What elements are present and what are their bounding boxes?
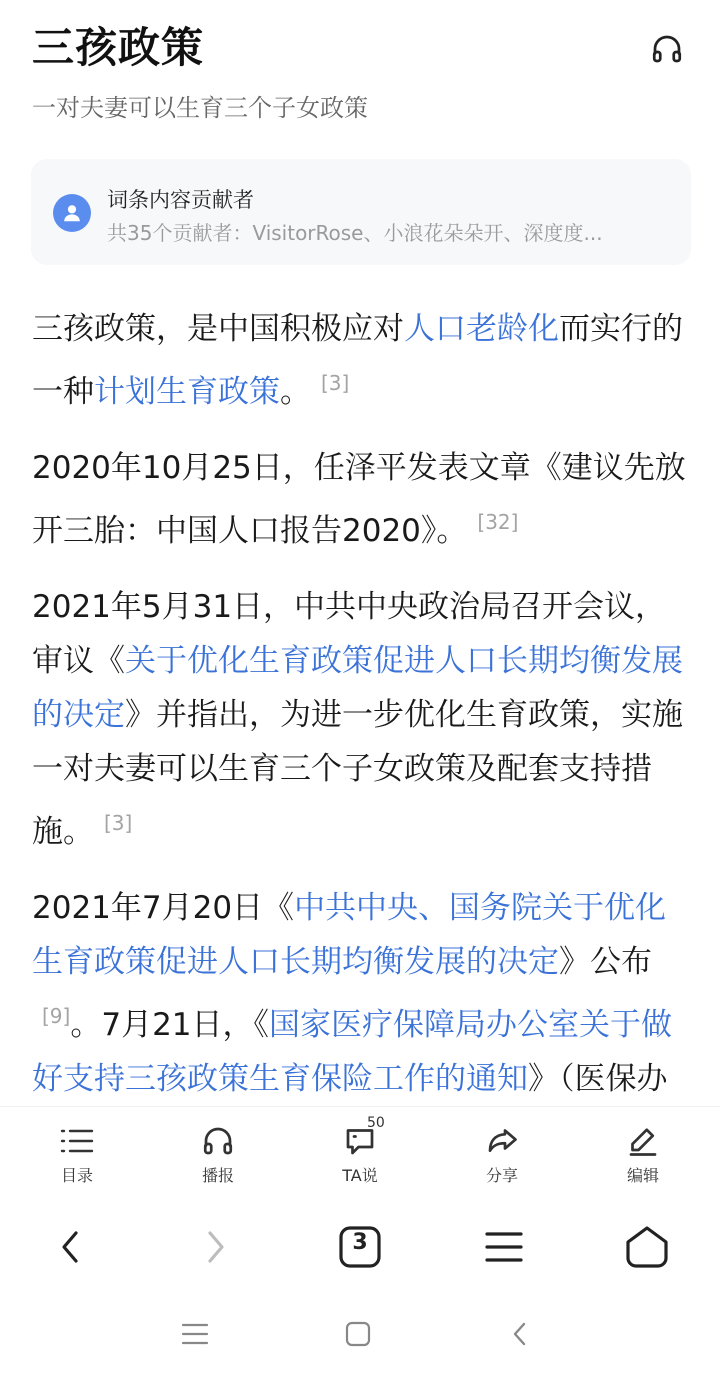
paragraph-text: 》并指出，为进一步优化生育政策，实施一对夫妻可以生育三个子女政策及配套支持措施。	[32, 697, 683, 850]
article-link[interactable]: 中共中央、国务院关于优化生育政策促进人口长期均衡发展的决定	[32, 890, 667, 980]
edit-label: 编辑	[626, 1166, 659, 1185]
bottom-toolbar	[0, 1106, 720, 1194]
paragraph-text: 》公布	[559, 944, 652, 980]
article-body	[32, 302, 692, 1191]
system-recents-button[interactable]	[175, 1314, 215, 1354]
edit-icon	[625, 1123, 661, 1159]
paragraph-text: 三孩政策，是中国积极应对	[32, 311, 404, 347]
article-link[interactable]: 国家医疗保障局办公室关于做好支持三孩政策生育保险工作的通知	[32, 1007, 673, 1097]
citation-ref[interactable]: [3]	[321, 371, 350, 395]
home-icon	[344, 1320, 372, 1348]
citation-ref[interactable]: [9]	[42, 1004, 71, 1028]
article-header	[32, 18, 688, 78]
contributor-avatar	[53, 194, 91, 232]
forward-button[interactable]	[190, 1222, 240, 1272]
catalog-icon	[59, 1126, 95, 1156]
share-icon	[483, 1123, 521, 1159]
comment-count-badge: 50	[367, 1115, 385, 1131]
headphones-icon	[649, 31, 685, 67]
broadcast-label: 播报	[201, 1166, 234, 1185]
citation-ref[interactable]: [32]	[477, 510, 519, 534]
home-icon	[624, 1224, 670, 1270]
home-button[interactable]	[622, 1222, 672, 1272]
menu-icon	[484, 1229, 524, 1265]
ta-says-button[interactable]	[315, 1115, 405, 1186]
catalog-button[interactable]	[32, 1123, 122, 1186]
ta-says-label: TA说	[342, 1166, 378, 1185]
share-button[interactable]	[457, 1123, 547, 1186]
back-icon	[56, 1227, 86, 1267]
paragraph-text: 2021年5月31日，中共中央政治局召开会议，审议《	[32, 589, 667, 679]
paragraph-text: 而实行的一种	[32, 311, 683, 410]
paragraph-text: 2020年10月25日，任泽平发表文章《建议先放开三胎：中国人口报告2020》。	[32, 450, 686, 549]
system-home-button[interactable]	[338, 1314, 378, 1354]
page-subtitle: 一对夫妻可以生育三个子女政策	[32, 94, 368, 122]
citation-ref[interactable]: [3]	[104, 811, 133, 835]
user-icon	[61, 202, 83, 224]
system-back-button[interactable]	[500, 1314, 540, 1354]
article-paragraph	[32, 580, 692, 859]
paragraph-text: 》（医保办	[528, 1061, 668, 1097]
article-paragraph	[32, 441, 692, 558]
paragraph-text: 。7月21日，《	[70, 1007, 270, 1043]
edit-button[interactable]	[598, 1123, 688, 1186]
contributors-title: 词条内容贡献者	[107, 188, 254, 212]
headphones-icon	[200, 1123, 236, 1159]
catalog-label: 目录	[60, 1166, 93, 1185]
tabs-button[interactable]	[335, 1222, 385, 1272]
menu-button[interactable]	[479, 1222, 529, 1272]
back-icon	[510, 1320, 530, 1348]
paragraph-text: 2021年7月20日《	[32, 890, 295, 926]
broadcast-button[interactable]	[173, 1123, 263, 1186]
contributors-list: 共35个贡献者：VisitorRose、小浪花朵朵开、深度度...	[107, 221, 603, 245]
system-navbar	[0, 1296, 720, 1374]
listen-button[interactable]	[646, 28, 688, 70]
article-link[interactable]: 计划生育政策	[94, 374, 280, 410]
recents-icon	[181, 1322, 209, 1346]
paragraph-text: 。	[280, 374, 311, 410]
forward-icon	[200, 1227, 230, 1267]
article-link[interactable]: 关于优化生育政策促进人口长期均衡发展的决定	[32, 643, 683, 733]
page-title: 三孩政策	[32, 23, 205, 72]
contributors-card[interactable]	[31, 159, 691, 265]
article-link[interactable]: 人口老龄化	[404, 311, 559, 347]
share-label: 分享	[485, 1166, 518, 1185]
tab-count: 3	[352, 1230, 368, 1255]
browser-navbar	[0, 1196, 720, 1296]
back-button[interactable]	[46, 1222, 96, 1272]
article-paragraph	[32, 302, 692, 419]
